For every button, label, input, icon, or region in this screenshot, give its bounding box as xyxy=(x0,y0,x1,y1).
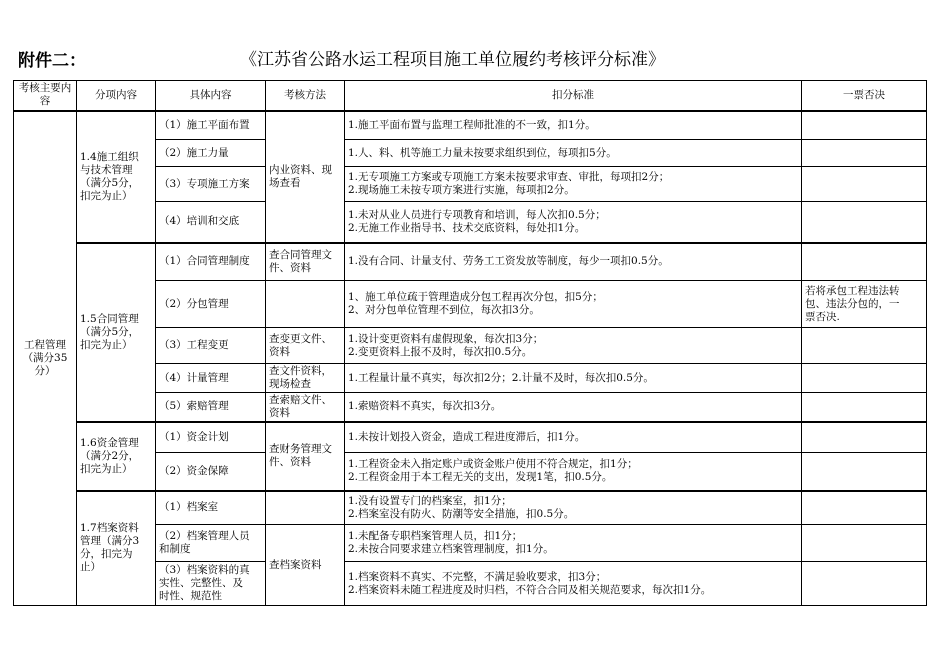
criteria-cell: 1.施工平面布置与监理工程师批准的不一致，扣1分。 xyxy=(345,111,802,140)
item-cell: （2）分包管理 xyxy=(156,281,266,328)
veto-cell xyxy=(802,422,927,453)
table-row xyxy=(14,111,927,140)
group-cell: 1.6资金管理 （满分2分， 扣完为止） xyxy=(77,422,156,491)
criteria-cell: 1.无专项施工方案或专项施工方案未按要求审查、审批，每项扣2分； 2.现场施工未按专项方案进行实施，每项扣2分。 xyxy=(345,167,802,202)
item-cell: （1）资金计划 xyxy=(156,422,266,453)
item-cell: （2）资金保障 xyxy=(156,453,266,491)
criteria-cell: 1.没有设置专门的档案室，扣1分； 2.档案室没有防火、防潮等安全措施，扣0.5分。 xyxy=(345,491,802,525)
method-cell xyxy=(266,491,345,525)
document-title: 《江苏省公路水运工程项目施工单位履约考核评分标准》 xyxy=(240,50,665,70)
criteria-cell: 1.索赔资料不真实，每次扣3分。 xyxy=(345,393,802,422)
table-row xyxy=(14,422,927,453)
col-header-criteria: 扣分标准 xyxy=(345,81,802,111)
item-cell: （1）合同管理制度 xyxy=(156,243,266,281)
item-cell: （2）施工力量 xyxy=(156,140,266,167)
criteria-cell: 1.工程资金未入指定账户或资金账户使用不符合规定，扣1分； 2.工程资金用于本工程无关的支出，发现1笔，扣0.5分。 xyxy=(345,453,802,491)
veto-cell: 若将承包工程违法转 包、违法分包的，一 票否决. xyxy=(802,281,927,328)
veto-cell xyxy=(802,202,927,243)
col-header-detail: 具体内容 xyxy=(156,81,266,111)
table-row xyxy=(14,491,927,525)
scoring-table xyxy=(13,80,927,606)
item-cell: （3）工程变更 xyxy=(156,328,266,364)
main-category-cell: 工程管理 （满分35 分） xyxy=(14,111,77,606)
col-header-subitem: 分项内容 xyxy=(77,81,156,111)
criteria-cell: 1.档案资料不真实、不完整，不满足验收要求，扣3分； 2.档案资料未随工程进度及时归档，不符合合同及相关规范要求，每次扣1分。 xyxy=(345,562,802,606)
criteria-cell: 1.未对从业人员进行专项教育和培训，每人次扣0.5分； 2.无施工作业指导书、技术交底资料，每处扣1分。 xyxy=(345,202,802,243)
col-header-veto: 一票否决 xyxy=(802,81,927,111)
group-cell: 1.5合同管理 （满分5分， 扣完为止） xyxy=(77,243,156,422)
method-cell: 查合同管理文 件、资料 xyxy=(266,243,345,281)
method-cell: 查财务管理文 件、资料 xyxy=(266,422,345,491)
method-cell: 查文件资料， 现场检查 xyxy=(266,364,345,393)
method-cell: 查索赔文件、 资料 xyxy=(266,393,345,422)
col-header-method: 考核方法 xyxy=(266,81,345,111)
veto-cell xyxy=(802,393,927,422)
criteria-cell: 1.没有合同、计量支付、劳务工工资发放等制度，每少一项扣0.5分。 xyxy=(345,243,802,281)
group-cell: 1.7档案资料 管理（满分3 分，扣完为 止） xyxy=(77,491,156,606)
item-cell: （5）索赔管理 xyxy=(156,393,266,422)
method-cell: 查变更文件、 资料 xyxy=(266,328,345,364)
veto-cell xyxy=(802,111,927,140)
veto-cell xyxy=(802,328,927,364)
veto-cell xyxy=(802,243,927,281)
item-cell: （4）培训和交底 xyxy=(156,202,266,243)
item-cell: （2）档案管理人员 和制度 xyxy=(156,525,266,562)
criteria-cell: 1.设计变更资料有虚假现象，每次扣3分； 2.变更资料上报不及时，每次扣0.5分。 xyxy=(345,328,802,364)
item-cell: （1）施工平面布置 xyxy=(156,111,266,140)
criteria-cell: 1.未按计划投入资金，造成工程进度滞后，扣1分。 xyxy=(345,422,802,453)
veto-cell xyxy=(802,167,927,202)
veto-cell xyxy=(802,491,927,525)
veto-cell xyxy=(802,525,927,562)
item-cell: （3）专项施工方案 xyxy=(156,167,266,202)
item-cell: （4）计量管理 xyxy=(156,364,266,393)
method-cell: 查档案资料 xyxy=(266,525,345,606)
veto-cell xyxy=(802,140,927,167)
criteria-cell: 1.未配备专职档案管理人员，扣1分； 2.未按合同要求建立档案管理制度，扣1分。 xyxy=(345,525,802,562)
veto-cell xyxy=(802,364,927,393)
attachment-label: 附件二： xyxy=(18,51,86,71)
method-cell: 内业资料、现 场查看 xyxy=(266,111,345,243)
table-row xyxy=(14,243,927,281)
criteria-cell: 1、施工单位疏于管理造成分包工程再次分包，扣5分； 2、对分包单位管理不到位，每次扣3分。 xyxy=(345,281,802,328)
table-header-row xyxy=(14,81,927,111)
veto-cell xyxy=(802,562,927,606)
group-cell: 1.4施工组织 与技术管理 （满分5分， 扣完为止） xyxy=(77,111,156,243)
method-cell xyxy=(266,281,345,328)
criteria-cell: 1.工程量计量不真实，每次扣2分；2.计量不及时，每次扣0.5分。 xyxy=(345,364,802,393)
veto-cell xyxy=(802,453,927,491)
col-header-main: 考核主要内容 xyxy=(14,81,77,111)
item-cell: （1）档案室 xyxy=(156,491,266,525)
item-cell: （3）档案资料的真 实性、完整性、及 时性、规范性 xyxy=(156,562,266,606)
criteria-cell: 1.人、料、机等施工力量未按要求组织到位，每项扣5分。 xyxy=(345,140,802,167)
